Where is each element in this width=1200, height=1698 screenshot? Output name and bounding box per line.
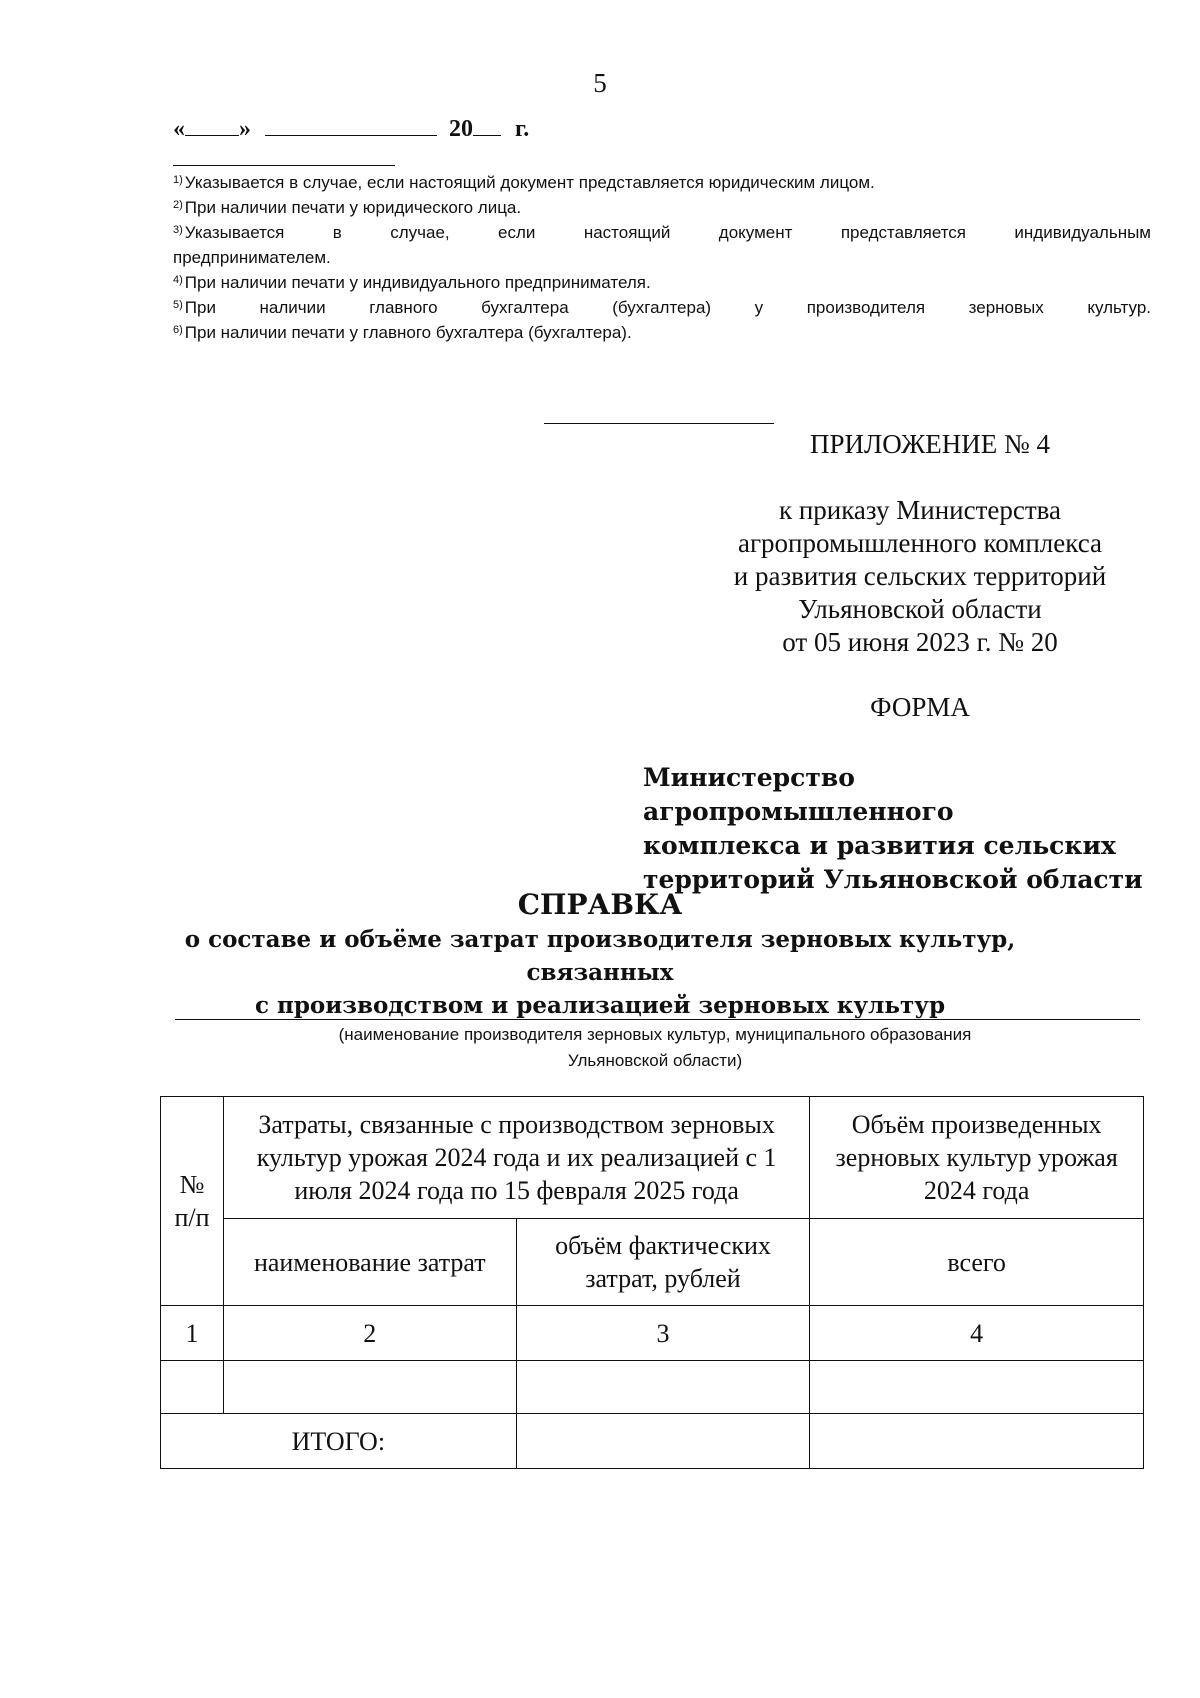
subtitle-line: с производством и реализацией зерновых культур xyxy=(254,992,946,1019)
header-costs: Затраты, связанные с производством зерновых культур урожая 2024 года и их реализацией с 1 июля 2024 года по 15 февраля 2025 года xyxy=(223,1097,809,1219)
date-open-quote: « xyxy=(173,116,185,142)
order-reference-line: Ульяновской области xyxy=(798,594,1042,624)
footnote-1 xyxy=(173,170,1151,195)
table-row xyxy=(161,1361,1144,1414)
footnote-4 xyxy=(173,270,1151,295)
appendix-title: ПРИЛОЖЕНИЕ № 4 xyxy=(809,429,1051,459)
producer-name-field xyxy=(175,1019,1140,1020)
index-cell: 4 xyxy=(810,1306,1144,1361)
page-number: 5 xyxy=(593,68,607,98)
table-subheader-row xyxy=(161,1219,1144,1306)
ministry-line: территорий Ульяновской области xyxy=(643,865,1143,894)
ministry-addressee xyxy=(643,761,1143,897)
order-reference xyxy=(680,494,1160,659)
footnote-5 xyxy=(173,295,1151,320)
index-cell: 3 xyxy=(516,1306,810,1361)
document-subtitle xyxy=(150,923,1050,1022)
total-volume-cell xyxy=(810,1414,1144,1469)
footnote-6 xyxy=(173,320,1151,345)
footnote-mark: 1) xyxy=(173,174,183,186)
month-blank xyxy=(265,113,437,136)
footnote-text: При наличии печати у юридического лица. xyxy=(184,198,522,217)
date-line xyxy=(173,113,529,143)
footnote-mark: 4) xyxy=(173,274,183,286)
header-cost-amount: объём фактических затрат, рублей xyxy=(516,1219,810,1306)
header-row-number: № п/п xyxy=(161,1097,224,1306)
order-reference-line: агропромышленного комплекса xyxy=(738,528,1102,558)
table-cell xyxy=(516,1361,810,1414)
ministry-line: Министерство агропромышленного xyxy=(643,763,954,826)
footnote-3-continuation: предпринимателем. xyxy=(173,248,331,267)
footnote-mark: 3) xyxy=(173,224,183,236)
caption-line: (наименование производителя зерновых культур, муниципального образования xyxy=(338,1025,972,1044)
order-reference-line: от 05 июня 2023 г. № 20 xyxy=(782,627,1058,657)
year-blank xyxy=(473,113,501,136)
table-cell xyxy=(223,1361,516,1414)
footnote-text: При наличии главного бухгалтера (бухгалтера) у производителя зерновых культур. xyxy=(184,298,1151,317)
footnote-text: Указывается в случае, если настоящий документ представляется индивидуальным xyxy=(184,223,1151,242)
table-cell xyxy=(810,1361,1144,1414)
header-volume: Объём произведенных зерновых культур урожая 2024 года xyxy=(810,1097,1144,1219)
costs-table xyxy=(160,1096,1144,1469)
producer-name-caption xyxy=(230,1022,1080,1074)
footnote-mark: 5) xyxy=(173,299,183,311)
total-amount-cell xyxy=(516,1414,810,1469)
date-close-quote: » xyxy=(239,116,251,142)
footnote-3 xyxy=(173,220,1151,245)
footnote-text: При наличии печати у индивидуального предпринимателя. xyxy=(184,273,651,292)
header-total: всего xyxy=(810,1219,1144,1306)
total-label: ИТОГО: xyxy=(161,1414,517,1469)
section-separator xyxy=(544,423,774,424)
order-reference-line: к приказу Министерства xyxy=(778,495,1062,525)
subtitle-line: о составе и объёме затрат производителя зерновых культур, связанных xyxy=(184,926,1016,986)
day-blank xyxy=(185,113,239,136)
table-header-row xyxy=(161,1097,1144,1219)
footnote-text: При наличии печати у главного бухгалтера (бухгалтера). xyxy=(184,323,632,342)
table-total-row xyxy=(161,1414,1144,1469)
index-cell: 2 xyxy=(223,1306,516,1361)
document-title: СПРАВКА xyxy=(517,888,683,921)
footnotes xyxy=(173,170,1151,345)
footnote-mark: 6) xyxy=(173,324,183,336)
caption-line: Ульяновской области) xyxy=(567,1051,743,1070)
ministry-line: комплекса и развития сельских xyxy=(643,831,1116,860)
form-label: ФОРМА xyxy=(870,692,970,722)
footnote-separator xyxy=(173,165,395,166)
header-cost-name: наименование затрат xyxy=(223,1219,516,1306)
year-prefix: 20 xyxy=(449,116,473,142)
footnote-text: Указывается в случае, если настоящий документ представляется юридическим лицом. xyxy=(184,173,875,192)
index-cell: 1 xyxy=(161,1306,224,1361)
order-reference-line: и развития сельских территорий xyxy=(733,561,1107,591)
footnote-2 xyxy=(173,195,1151,220)
table-cell xyxy=(161,1361,224,1414)
table-index-row xyxy=(161,1306,1144,1361)
year-suffix: г. xyxy=(515,116,530,142)
footnote-mark: 2) xyxy=(173,199,183,211)
